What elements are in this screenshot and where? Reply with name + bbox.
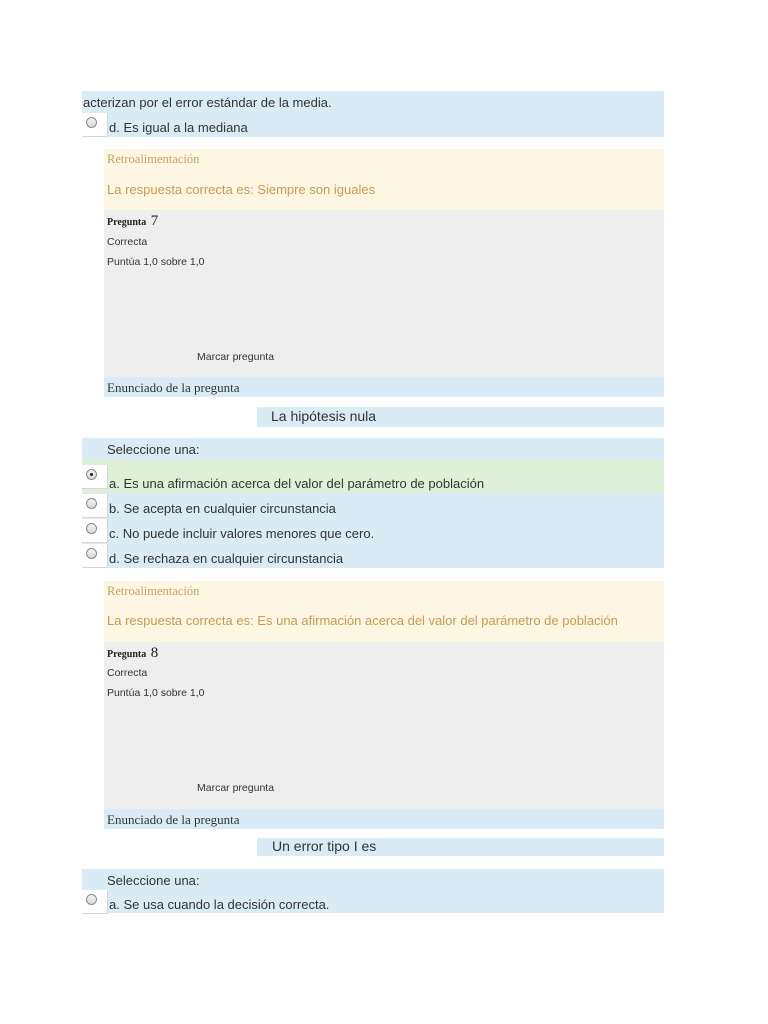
option-c-label[interactable]: c. No puede incluir valores menores que cero.	[109, 526, 375, 541]
radio-button[interactable]	[86, 117, 97, 128]
option-a-radio-box[interactable]	[82, 890, 108, 914]
question-state: Correcta	[107, 667, 148, 679]
question-label: Pregunta	[107, 649, 147, 660]
question-number	[107, 212, 158, 230]
select-one-prompt: Seleccione una:	[107, 873, 200, 888]
radio-button-checked[interactable]	[86, 469, 97, 480]
question-grade: Puntúa 1,0 sobre 1,0	[107, 256, 205, 268]
feedback-title: Retroalimentación	[107, 152, 200, 166]
question-info-block	[104, 210, 664, 377]
correct-answer: La respuesta correcta es: Siempre son iguales	[107, 182, 376, 197]
option-a-radio-box[interactable]	[82, 465, 108, 489]
statement-heading: Enunciado de la pregunta	[107, 380, 240, 395]
flag-question-link[interactable]: Marcar pregunta	[197, 351, 275, 363]
question-number-value: 8	[150, 645, 159, 661]
question-number-value: 7	[150, 213, 159, 229]
option-c-radio-box[interactable]	[82, 519, 108, 543]
option-a-label[interactable]: a. Se usa cuando la decisión correcta.	[109, 897, 330, 912]
select-one-prompt: Seleccione una:	[107, 442, 200, 457]
option-d-label[interactable]: d. Es igual a la mediana	[109, 120, 248, 135]
question-label: Pregunta	[107, 217, 147, 228]
correct-answer: La respuesta correcta es: Es una afirmación acerca del valor del parámetro de población	[107, 613, 618, 628]
option-b-radio-box[interactable]	[82, 494, 108, 518]
option-d-radio-box[interactable]	[82, 113, 108, 137]
question-number	[107, 644, 158, 662]
radio-button[interactable]	[86, 548, 97, 559]
question-info-block	[104, 642, 664, 809]
radio-button[interactable]	[86, 498, 97, 509]
question-grade: Puntúa 1,0 sobre 1,0	[107, 687, 205, 699]
option-b-label[interactable]: b. Se acepta en cualquier circunstancia	[109, 501, 336, 516]
question-text: La hipótesis nula	[271, 408, 377, 424]
option-d-radio-box[interactable]	[82, 544, 108, 568]
option-a-label[interactable]: a. Es una afirmación acerca del valor del parámetro de población	[109, 476, 485, 491]
radio-button[interactable]	[86, 523, 97, 534]
option-d-label[interactable]: d. Se rechaza en cualquier circunstancia	[109, 551, 344, 566]
statement-heading: Enunciado de la pregunta	[107, 812, 240, 827]
question-state: Correcta	[107, 236, 148, 248]
answer-partial-text: acterizan por el error estándar de la media.	[83, 95, 332, 110]
feedback-title: Retroalimentación	[107, 584, 200, 598]
flag-question-link[interactable]: Marcar pregunta	[197, 782, 275, 794]
question-text: Un error tipo I es	[272, 838, 377, 854]
radio-button[interactable]	[86, 894, 97, 905]
